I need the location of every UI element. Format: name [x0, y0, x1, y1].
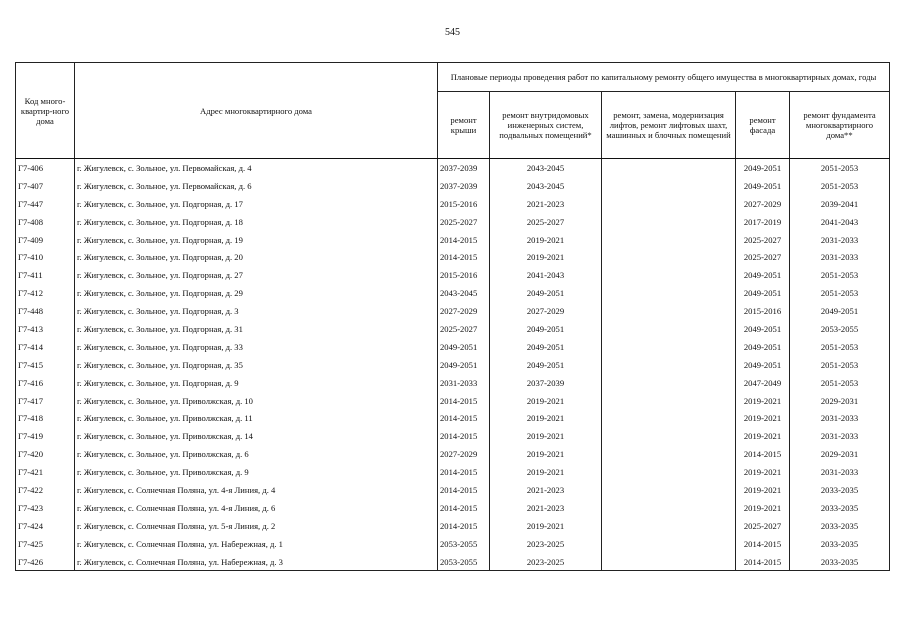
capital-repair-table: [15, 62, 890, 571]
cell-facade: 2015-2016: [736, 302, 790, 320]
table-row: [16, 177, 890, 195]
table-row: [16, 195, 890, 213]
cell-roof: 2043-2045: [438, 284, 490, 302]
cell-elevators: [602, 302, 736, 320]
cell-code: Г7-408: [16, 213, 75, 231]
cell-systems: 2019-2021: [490, 427, 602, 445]
cell-systems: 2019-2021: [490, 231, 602, 249]
cell-address: г. Жигулевск, с. Солнечная Поляна, ул. 4-я Линия, д. 6: [75, 499, 438, 517]
cell-address: г. Жигулевск, с. Солнечная Поляна, ул. Набережная, д. 3: [75, 553, 438, 571]
cell-elevators: [602, 392, 736, 410]
cell-roof: 2015-2016: [438, 266, 490, 284]
cell-code: Г7-425: [16, 535, 75, 553]
cell-facade: 2019-2021: [736, 392, 790, 410]
cell-facade: 2019-2021: [736, 499, 790, 517]
cell-elevators: [602, 427, 736, 445]
cell-address: г. Жигулевск, с. Солнечная Поляна, ул. 4-я Линия, д. 4: [75, 481, 438, 499]
table-row: [16, 302, 890, 320]
cell-systems: 2049-2051: [490, 356, 602, 374]
cell-elevators: [602, 463, 736, 481]
cell-roof: 2014-2015: [438, 499, 490, 517]
cell-code: Г7-426: [16, 553, 75, 571]
cell-code: Г7-409: [16, 231, 75, 249]
cell-code: Г7-420: [16, 445, 75, 463]
cell-foundation: 2049-2051: [790, 302, 890, 320]
cell-foundation: 2031-2033: [790, 248, 890, 266]
cell-facade: 2049-2051: [736, 338, 790, 356]
cell-address: г. Жигулевск, с. Зольное, ул. Первомайская, д. 6: [75, 177, 438, 195]
cell-systems: 2037-2039: [490, 374, 602, 392]
cell-foundation: 2051-2053: [790, 338, 890, 356]
cell-foundation: 2031-2033: [790, 463, 890, 481]
cell-code: Г7-424: [16, 517, 75, 535]
cell-foundation: 2033-2035: [790, 535, 890, 553]
cell-address: г. Жигулевск, с. Солнечная Поляна, ул. Набережная, д. 1: [75, 535, 438, 553]
cell-address: г. Жигулевск, с. Зольное, ул. Приволжская, д. 10: [75, 392, 438, 410]
table-row: [16, 266, 890, 284]
cell-roof: 2027-2029: [438, 445, 490, 463]
cell-address: г. Жигулевск, с. Зольное, ул. Приволжская, д. 9: [75, 463, 438, 481]
cell-address: г. Жигулевск, с. Зольное, ул. Подгорная, д. 20: [75, 248, 438, 266]
table-row: [16, 445, 890, 463]
cell-elevators: [602, 445, 736, 463]
cell-systems: 2025-2027: [490, 213, 602, 231]
cell-elevators: [602, 374, 736, 392]
cell-code: Г7-448: [16, 302, 75, 320]
table-row: [16, 535, 890, 553]
cell-roof: 2049-2051: [438, 356, 490, 374]
cell-systems: 2043-2045: [490, 177, 602, 195]
page-number: 545: [445, 27, 460, 38]
cell-foundation: 2031-2033: [790, 409, 890, 427]
cell-roof: 2014-2015: [438, 463, 490, 481]
cell-roof: 2014-2015: [438, 481, 490, 499]
cell-code: Г7-411: [16, 266, 75, 284]
cell-foundation: 2051-2053: [790, 284, 890, 302]
cell-foundation: 2051-2053: [790, 159, 890, 177]
cell-foundation: 2033-2035: [790, 481, 890, 499]
cell-roof: 2037-2039: [438, 177, 490, 195]
cell-facade: 2014-2015: [736, 553, 790, 571]
cell-facade: 2025-2027: [736, 517, 790, 535]
cell-foundation: 2051-2053: [790, 356, 890, 374]
header-facade: ремонт фасада: [736, 92, 790, 159]
cell-foundation: 2031-2033: [790, 231, 890, 249]
cell-systems: 2023-2025: [490, 553, 602, 571]
cell-roof: 2025-2027: [438, 213, 490, 231]
cell-code: Г7-423: [16, 499, 75, 517]
cell-facade: 2025-2027: [736, 231, 790, 249]
cell-facade: 2049-2051: [736, 320, 790, 338]
cell-roof: 2053-2055: [438, 553, 490, 571]
cell-code: Г7-412: [16, 284, 75, 302]
cell-systems: 2019-2021: [490, 392, 602, 410]
cell-roof: 2015-2016: [438, 195, 490, 213]
cell-facade: 2025-2027: [736, 248, 790, 266]
cell-elevators: [602, 499, 736, 517]
cell-facade: 2019-2021: [736, 427, 790, 445]
cell-elevators: [602, 535, 736, 553]
header-periods-group: Плановые периоды проведения работ по капитальному ремонту общего имущества в многоквартирных домах, годы: [438, 63, 890, 92]
cell-elevators: [602, 248, 736, 266]
cell-elevators: [602, 231, 736, 249]
cell-roof: 2014-2015: [438, 392, 490, 410]
cell-facade: 2049-2051: [736, 177, 790, 195]
header-address: Адрес многоквартирного дома: [75, 63, 438, 159]
cell-systems: 2049-2051: [490, 284, 602, 302]
cell-systems: 2019-2021: [490, 445, 602, 463]
table-row: [16, 463, 890, 481]
cell-code: Г7-421: [16, 463, 75, 481]
cell-address: г. Жигулевск, с. Зольное, ул. Подгорная, д. 9: [75, 374, 438, 392]
cell-roof: 2014-2015: [438, 231, 490, 249]
cell-foundation: 2031-2033: [790, 427, 890, 445]
header-systems: ремонт внутридомовых инженерных систем, подвальных помещений*: [490, 92, 602, 159]
cell-code: Г7-417: [16, 392, 75, 410]
cell-roof: 2025-2027: [438, 320, 490, 338]
cell-elevators: [602, 553, 736, 571]
cell-systems: 2021-2023: [490, 195, 602, 213]
cell-address: г. Жигулевск, с. Зольное, ул. Подгорная, д. 17: [75, 195, 438, 213]
cell-roof: 2027-2029: [438, 302, 490, 320]
cell-facade: 2027-2029: [736, 195, 790, 213]
cell-foundation: 2039-2041: [790, 195, 890, 213]
cell-facade: 2019-2021: [736, 481, 790, 499]
cell-roof: 2014-2015: [438, 427, 490, 445]
table-row: [16, 231, 890, 249]
cell-roof: 2053-2055: [438, 535, 490, 553]
cell-systems: 2023-2025: [490, 535, 602, 553]
cell-facade: 2014-2015: [736, 445, 790, 463]
header-foundation: ремонт фундамента многоквартирного дома**: [790, 92, 890, 159]
cell-address: г. Жигулевск, с. Зольное, ул. Подгорная, д. 27: [75, 266, 438, 284]
cell-roof: 2014-2015: [438, 517, 490, 535]
table-row: [16, 553, 890, 571]
table-row: [16, 392, 890, 410]
cell-elevators: [602, 266, 736, 284]
cell-facade: 2047-2049: [736, 374, 790, 392]
cell-systems: 2019-2021: [490, 248, 602, 266]
cell-address: г. Жигулевск, с. Зольное, ул. Приволжская, д. 6: [75, 445, 438, 463]
cell-foundation: 2053-2055: [790, 320, 890, 338]
cell-code: Г7-418: [16, 409, 75, 427]
cell-elevators: [602, 517, 736, 535]
table-row: [16, 481, 890, 499]
cell-systems: 2021-2023: [490, 499, 602, 517]
cell-code: Г7-416: [16, 374, 75, 392]
table-row: [16, 427, 890, 445]
cell-systems: 2043-2045: [490, 159, 602, 177]
cell-elevators: [602, 356, 736, 374]
table-row: [16, 320, 890, 338]
cell-code: Г7-419: [16, 427, 75, 445]
cell-address: г. Жигулевск, с. Зольное, ул. Подгорная, д. 18: [75, 213, 438, 231]
cell-systems: 2049-2051: [490, 338, 602, 356]
cell-code: Г7-410: [16, 248, 75, 266]
header-elevators: ремонт, замена, модернизация лифтов, ремонт лифтовых шахт, машинных и блочных помещений: [602, 92, 736, 159]
table-row: [16, 159, 890, 177]
cell-systems: 2019-2021: [490, 409, 602, 427]
cell-systems: 2019-2021: [490, 517, 602, 535]
cell-foundation: 2041-2043: [790, 213, 890, 231]
cell-roof: 2037-2039: [438, 159, 490, 177]
cell-roof: 2014-2015: [438, 409, 490, 427]
cell-facade: 2019-2021: [736, 463, 790, 481]
table-row: [16, 213, 890, 231]
cell-systems: 2049-2051: [490, 320, 602, 338]
cell-systems: 2027-2029: [490, 302, 602, 320]
table-row: [16, 248, 890, 266]
cell-code: Г7-415: [16, 356, 75, 374]
cell-roof: 2031-2033: [438, 374, 490, 392]
cell-address: г. Жигулевск, с. Зольное, ул. Подгорная, д. 33: [75, 338, 438, 356]
table-row: [16, 374, 890, 392]
table-row: [16, 284, 890, 302]
cell-facade: 2049-2051: [736, 356, 790, 374]
cell-elevators: [602, 409, 736, 427]
table-row: [16, 499, 890, 517]
cell-foundation: 2051-2053: [790, 374, 890, 392]
cell-elevators: [602, 284, 736, 302]
cell-address: г. Жигулевск, с. Зольное, ул. Приволжская, д. 11: [75, 409, 438, 427]
cell-roof: 2049-2051: [438, 338, 490, 356]
cell-code: Г7-406: [16, 159, 75, 177]
cell-foundation: 2029-2031: [790, 392, 890, 410]
cell-systems: 2041-2043: [490, 266, 602, 284]
header-code: Код много-квартир-ного дома: [16, 63, 75, 159]
cell-foundation: 2033-2035: [790, 499, 890, 517]
cell-code: Г7-407: [16, 177, 75, 195]
table-body: [16, 159, 890, 571]
cell-facade: 2017-2019: [736, 213, 790, 231]
cell-code: Г7-414: [16, 338, 75, 356]
cell-facade: 2019-2021: [736, 409, 790, 427]
cell-address: г. Жигулевск, с. Зольное, ул. Подгорная, д. 31: [75, 320, 438, 338]
cell-foundation: 2033-2035: [790, 553, 890, 571]
cell-roof: 2014-2015: [438, 248, 490, 266]
cell-address: г. Жигулевск, с. Зольное, ул. Подгорная, д. 3: [75, 302, 438, 320]
cell-facade: 2049-2051: [736, 266, 790, 284]
cell-systems: 2021-2023: [490, 481, 602, 499]
cell-address: г. Жигулевск, с. Зольное, ул. Приволжская, д. 14: [75, 427, 438, 445]
cell-foundation: 2033-2035: [790, 517, 890, 535]
cell-address: г. Жигулевск, с. Зольное, ул. Подгорная, д. 19: [75, 231, 438, 249]
cell-facade: 2049-2051: [736, 284, 790, 302]
cell-address: г. Жигулевск, с. Зольное, ул. Первомайская, д. 4: [75, 159, 438, 177]
cell-foundation: 2051-2053: [790, 266, 890, 284]
cell-foundation: 2051-2053: [790, 177, 890, 195]
table-row: [16, 338, 890, 356]
cell-elevators: [602, 195, 736, 213]
cell-elevators: [602, 177, 736, 195]
cell-address: г. Жигулевск, с. Зольное, ул. Подгорная, д. 35: [75, 356, 438, 374]
cell-systems: 2019-2021: [490, 463, 602, 481]
table-row: [16, 517, 890, 535]
table-row: [16, 409, 890, 427]
cell-elevators: [602, 481, 736, 499]
header-roof: ремонт крыши: [438, 92, 490, 159]
table-row: [16, 356, 890, 374]
cell-code: Г7-422: [16, 481, 75, 499]
cell-facade: 2014-2015: [736, 535, 790, 553]
cell-code: Г7-413: [16, 320, 75, 338]
cell-address: г. Жигулевск, с. Солнечная Поляна, ул. 5-я Линия, д. 2: [75, 517, 438, 535]
cell-code: Г7-447: [16, 195, 75, 213]
cell-elevators: [602, 213, 736, 231]
cell-elevators: [602, 338, 736, 356]
cell-elevators: [602, 159, 736, 177]
cell-facade: 2049-2051: [736, 159, 790, 177]
cell-address: г. Жигулевск, с. Зольное, ул. Подгорная, д. 29: [75, 284, 438, 302]
cell-elevators: [602, 320, 736, 338]
cell-foundation: 2029-2031: [790, 445, 890, 463]
